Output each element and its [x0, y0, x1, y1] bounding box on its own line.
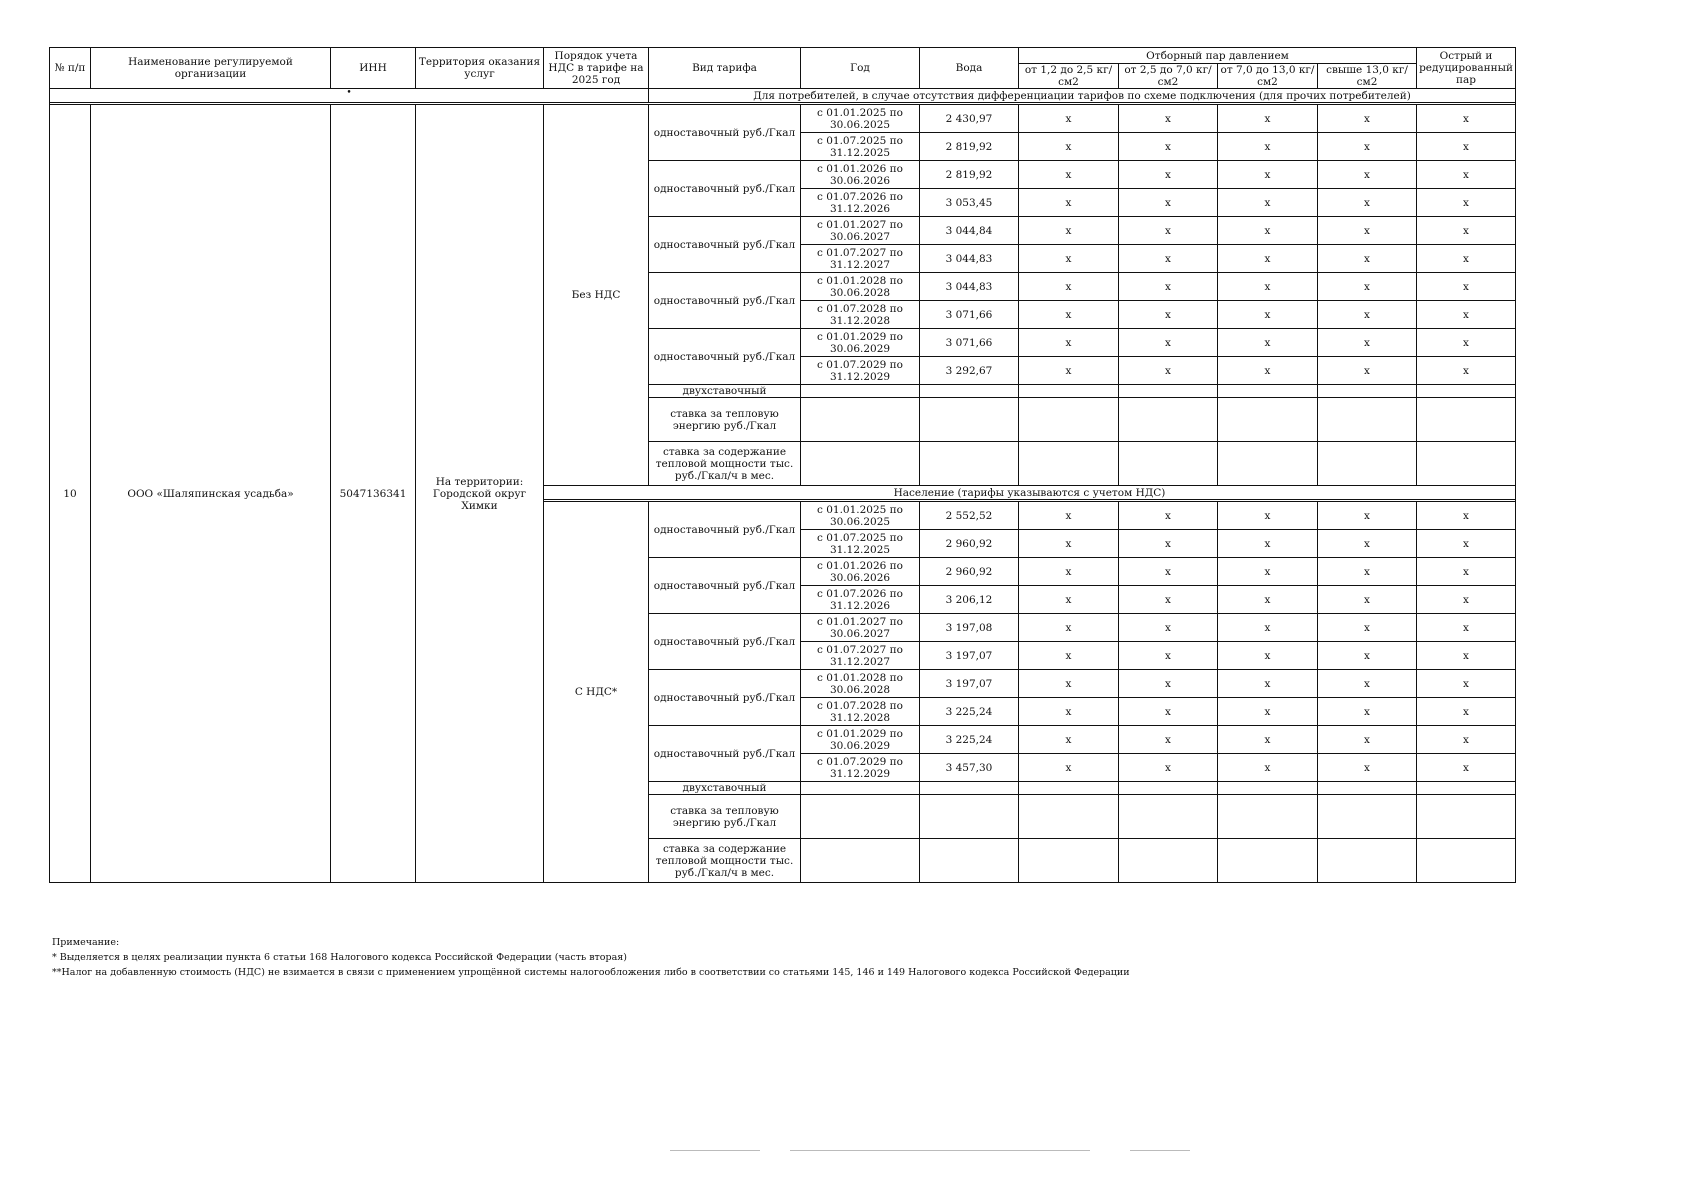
empty-cell	[1119, 795, 1218, 839]
x-mark: x	[1218, 642, 1318, 670]
x-mark: x	[1019, 754, 1119, 782]
empty-cell	[1119, 442, 1218, 486]
period-cell: с 01.07.2028 по 31.12.2028	[801, 301, 920, 329]
empty-cell	[1218, 442, 1318, 486]
rate-capacity-label: ставка за содержание тепловой мощности тыс. руб./Гкал/ч в мес.	[649, 442, 801, 486]
water-value: 3 225,24	[920, 698, 1019, 726]
empty-cell	[1019, 398, 1119, 442]
x-mark: x	[1119, 217, 1218, 245]
x-mark: x	[1218, 189, 1318, 217]
table-row	[50, 105, 1516, 133]
x-mark: x	[1119, 558, 1218, 586]
x-mark: x	[1318, 558, 1417, 586]
rate-energy-label: ставка за тепловую энергию руб./Гкал	[649, 795, 801, 839]
x-mark: x	[1417, 698, 1516, 726]
empty-cell	[920, 839, 1019, 883]
notes-block	[52, 935, 1130, 980]
empty-cell	[801, 442, 920, 486]
empty-cell	[1218, 385, 1318, 398]
water-value: 2 552,52	[920, 502, 1019, 530]
period-cell: с 01.01.2025 по 30.06.2025	[801, 105, 920, 133]
water-value: 3 197,07	[920, 670, 1019, 698]
x-mark: x	[1218, 133, 1318, 161]
x-mark: x	[1417, 105, 1516, 133]
empty-cell	[1119, 782, 1218, 795]
section-vat-title: Население (тарифы указываются с учетом НДС)	[544, 486, 1516, 500]
section-row	[50, 89, 1516, 103]
empty-cell	[1019, 442, 1119, 486]
x-mark: x	[1019, 614, 1119, 642]
x-mark: x	[1218, 105, 1318, 133]
period-cell: с 01.01.2029 по 30.06.2029	[801, 329, 920, 357]
empty-cell	[801, 839, 920, 883]
x-mark: x	[1417, 217, 1516, 245]
water-value: 3 044,84	[920, 217, 1019, 245]
x-mark: x	[1417, 586, 1516, 614]
water-value: 2 430,97	[920, 105, 1019, 133]
tariff-type-one-part: одноставочный руб./Гкал	[649, 273, 801, 329]
x-mark: x	[1119, 670, 1218, 698]
water-value: 3 197,08	[920, 614, 1019, 642]
tariff-type-one-part: одноставочный руб./Гкал	[649, 161, 801, 217]
x-mark: x	[1417, 273, 1516, 301]
x-mark: x	[1318, 161, 1417, 189]
x-mark: x	[1019, 642, 1119, 670]
x-mark: x	[1417, 301, 1516, 329]
water-value: 2 960,92	[920, 558, 1019, 586]
org-number: 10	[50, 105, 91, 883]
x-mark: x	[1119, 245, 1218, 273]
tariff-type-one-part: одноставочный руб./Гкал	[649, 670, 801, 726]
x-mark: x	[1119, 301, 1218, 329]
x-mark: x	[1318, 530, 1417, 558]
x-mark: x	[1318, 189, 1417, 217]
header-sharp-steam: Острый и редуцированный пар	[1417, 48, 1516, 89]
x-mark: x	[1019, 161, 1119, 189]
empty-cell	[1318, 398, 1417, 442]
vat-no-label: Без НДС	[544, 105, 649, 486]
period-cell: с 01.01.2029 по 30.06.2029	[801, 726, 920, 754]
x-mark: x	[1417, 189, 1516, 217]
tariff-type-one-part: одноставочный руб./Гкал	[649, 614, 801, 670]
water-value: 3 071,66	[920, 301, 1019, 329]
x-mark: x	[1119, 189, 1218, 217]
x-mark: x	[1318, 105, 1417, 133]
period-cell: с 01.01.2026 по 30.06.2026	[801, 558, 920, 586]
x-mark: x	[1218, 754, 1318, 782]
rate-capacity-label: ставка за содержание тепловой мощности тыс. руб./Гкал/ч в мес.	[649, 839, 801, 883]
empty-cell	[920, 782, 1019, 795]
period-cell: с 01.07.2025 по 31.12.2025	[801, 530, 920, 558]
empty-cell	[1218, 782, 1318, 795]
empty-cell	[920, 795, 1019, 839]
period-cell: с 01.01.2028 по 30.06.2028	[801, 670, 920, 698]
empty-cell	[920, 442, 1019, 486]
empty-cell	[1417, 442, 1516, 486]
water-value: 3 197,07	[920, 642, 1019, 670]
empty-cell	[801, 782, 920, 795]
x-mark: x	[1019, 273, 1119, 301]
x-mark: x	[1218, 217, 1318, 245]
header-inn: ИНН	[331, 48, 416, 89]
x-mark: x	[1417, 642, 1516, 670]
x-mark: x	[1318, 726, 1417, 754]
x-mark: x	[1318, 357, 1417, 385]
x-mark: x	[1019, 698, 1119, 726]
x-mark: x	[1119, 357, 1218, 385]
period-cell: с 01.07.2026 по 31.12.2026	[801, 189, 920, 217]
period-cell: с 01.07.2025 по 31.12.2025	[801, 133, 920, 161]
empty-cell	[920, 385, 1019, 398]
x-mark: x	[1318, 273, 1417, 301]
water-value: 2 819,92	[920, 133, 1019, 161]
x-mark: x	[1318, 329, 1417, 357]
x-mark: x	[1019, 357, 1119, 385]
tariff-type-two-part: двухставочный	[649, 385, 801, 398]
note-1: * Выделяется в целях реализации пункта 6 статьи 168 Налогового кодекса Российской Федерации (часть вторая)	[52, 952, 627, 963]
org-inn: 5047136341	[331, 105, 416, 883]
x-mark: x	[1218, 530, 1318, 558]
header-steam-4: свыше 13,0 кг/см2	[1318, 64, 1417, 89]
tariff-type-two-part: двухставочный	[649, 782, 801, 795]
x-mark: x	[1019, 133, 1119, 161]
empty-cell	[801, 385, 920, 398]
note-2: **Налог на добавленную стоимость (НДС) не взимается в связи с применением упрощённой системы налогообложения либо в соответствии со статьями 145, 146 и 149 Налогового кодекса Российской Федерации	[52, 967, 1130, 978]
header-tariff-type: Вид тарифа	[649, 48, 801, 89]
tariff-type-one-part: одноставочный руб./Гкал	[649, 502, 801, 558]
x-mark: x	[1019, 217, 1119, 245]
x-mark: x	[1417, 614, 1516, 642]
x-mark: x	[1119, 105, 1218, 133]
x-mark: x	[1218, 670, 1318, 698]
x-mark: x	[1019, 189, 1119, 217]
empty-cell	[1417, 398, 1516, 442]
x-mark: x	[1019, 558, 1119, 586]
x-mark: x	[1218, 614, 1318, 642]
x-mark: x	[1318, 217, 1417, 245]
x-mark: x	[1218, 245, 1318, 273]
table-body	[50, 89, 1516, 883]
header-num: № п/п	[50, 48, 91, 89]
x-mark: x	[1218, 586, 1318, 614]
empty-cell	[1119, 398, 1218, 442]
x-mark: x	[1417, 161, 1516, 189]
water-value: 3 457,30	[920, 754, 1019, 782]
empty-cell	[801, 398, 920, 442]
tariff-type-one-part: одноставочный руб./Гкал	[649, 105, 801, 161]
x-mark: x	[1119, 133, 1218, 161]
x-mark: x	[1119, 530, 1218, 558]
empty-cell	[1218, 398, 1318, 442]
empty-cell	[1019, 782, 1119, 795]
header-year: Год	[801, 48, 920, 89]
x-mark: x	[1119, 614, 1218, 642]
period-cell: с 01.07.2029 по 31.12.2029	[801, 357, 920, 385]
water-value: 2 819,92	[920, 161, 1019, 189]
header-territory: Территория оказания услуг	[416, 48, 544, 89]
x-mark: x	[1318, 698, 1417, 726]
empty-cell	[1417, 839, 1516, 883]
org-territory: На территории: Городской округ Химки	[416, 105, 544, 883]
x-mark: x	[1019, 530, 1119, 558]
tariff-type-one-part: одноставочный руб./Гкал	[649, 726, 801, 782]
empty-cell	[1318, 782, 1417, 795]
x-mark: x	[1417, 670, 1516, 698]
x-mark: x	[1019, 586, 1119, 614]
header-vat-order: Порядок учета НДС в тарифе на 2025 год	[544, 48, 649, 89]
x-mark: x	[1417, 726, 1516, 754]
scan-artifact	[790, 1150, 1090, 1151]
empty-cell	[1318, 385, 1417, 398]
x-mark: x	[1218, 698, 1318, 726]
period-cell: с 01.01.2025 по 30.06.2025	[801, 502, 920, 530]
x-mark: x	[1119, 586, 1218, 614]
x-mark: x	[1417, 754, 1516, 782]
x-mark: x	[1318, 586, 1417, 614]
x-mark: x	[1218, 502, 1318, 530]
empty-cell	[1019, 839, 1119, 883]
x-mark: x	[1417, 357, 1516, 385]
x-mark: x	[1119, 726, 1218, 754]
header-steam-3: от 7,0 до 13,0 кг/см2	[1218, 64, 1318, 89]
period-cell: с 01.07.2028 по 31.12.2028	[801, 698, 920, 726]
x-mark: x	[1019, 726, 1119, 754]
x-mark: x	[1417, 133, 1516, 161]
header-steam-1: от 1,2 до 2,5 кг/см2	[1019, 64, 1119, 89]
period-cell: с 01.01.2027 по 30.06.2027	[801, 217, 920, 245]
period-cell: с 01.01.2028 по 30.06.2028	[801, 273, 920, 301]
x-mark: x	[1119, 161, 1218, 189]
x-mark: x	[1318, 754, 1417, 782]
empty-cell	[1417, 385, 1516, 398]
tariff-type-one-part: одноставочный руб./Гкал	[649, 329, 801, 385]
x-mark: x	[1119, 642, 1218, 670]
x-mark: x	[1019, 105, 1119, 133]
x-mark: x	[1019, 502, 1119, 530]
x-mark: x	[1218, 273, 1318, 301]
empty-cell	[1019, 795, 1119, 839]
scan-artifact	[1130, 1150, 1190, 1151]
period-cell: с 01.01.2027 по 30.06.2027	[801, 614, 920, 642]
x-mark: x	[1019, 670, 1119, 698]
x-mark: x	[1318, 670, 1417, 698]
water-value: 3 292,67	[920, 357, 1019, 385]
x-mark: x	[1417, 329, 1516, 357]
tariff-type-one-part: одноставочный руб./Гкал	[649, 558, 801, 614]
x-mark: x	[1318, 502, 1417, 530]
x-mark: x	[1019, 329, 1119, 357]
empty-cell	[1417, 795, 1516, 839]
x-mark: x	[1318, 301, 1417, 329]
header-steam-group: Отборный пар давлением	[1019, 48, 1417, 64]
x-mark: x	[1119, 273, 1218, 301]
tariff-type-one-part: одноставочный руб./Гкал	[649, 217, 801, 273]
empty-cell	[1218, 839, 1318, 883]
water-value: 3 206,12	[920, 586, 1019, 614]
x-mark: x	[1218, 357, 1318, 385]
header-water: Вода	[920, 48, 1019, 89]
period-cell: с 01.07.2026 по 31.12.2026	[801, 586, 920, 614]
notes-title: Примечание:	[52, 937, 120, 948]
water-value: 3 225,24	[920, 726, 1019, 754]
empty-cell	[1318, 795, 1417, 839]
water-value: 2 960,92	[920, 530, 1019, 558]
x-mark: x	[1218, 301, 1318, 329]
water-value: 3 044,83	[920, 245, 1019, 273]
period-cell: с 01.01.2026 по 30.06.2026	[801, 161, 920, 189]
x-mark: x	[1318, 245, 1417, 273]
x-mark: x	[1318, 642, 1417, 670]
empty-cell	[920, 398, 1019, 442]
x-mark: x	[1318, 133, 1417, 161]
period-cell: с 01.07.2029 по 31.12.2029	[801, 754, 920, 782]
period-cell: с 01.07.2027 по 31.12.2027	[801, 642, 920, 670]
x-mark: x	[1218, 726, 1318, 754]
x-mark: x	[1417, 502, 1516, 530]
water-value: 3 071,66	[920, 329, 1019, 357]
section-no-vat-title: Для потребителей, в случае отсутствия дифференциации тарифов по схеме подключения (для прочих потребителей)	[649, 89, 1516, 103]
org-name: ООО «Шаляпинская усадьба»	[91, 105, 331, 883]
empty-cell	[1318, 839, 1417, 883]
x-mark: x	[1119, 502, 1218, 530]
x-mark: x	[1019, 245, 1119, 273]
x-mark: x	[1218, 329, 1318, 357]
scan-artifact	[670, 1150, 760, 1151]
period-cell: с 01.07.2027 по 31.12.2027	[801, 245, 920, 273]
water-value: 3 044,83	[920, 273, 1019, 301]
empty-cell	[1318, 442, 1417, 486]
subhead-left-cell: •	[50, 89, 649, 103]
x-mark: x	[1119, 698, 1218, 726]
empty-cell	[1119, 385, 1218, 398]
rate-energy-label: ставка за тепловую энергию руб./Гкал	[649, 398, 801, 442]
x-mark: x	[1417, 530, 1516, 558]
x-mark: x	[1218, 558, 1318, 586]
x-mark: x	[1119, 329, 1218, 357]
water-value: 3 053,45	[920, 189, 1019, 217]
empty-cell	[1019, 385, 1119, 398]
empty-cell	[1119, 839, 1218, 883]
tariff-table	[49, 47, 1516, 883]
x-mark: x	[1417, 558, 1516, 586]
x-mark: x	[1218, 161, 1318, 189]
empty-cell	[1218, 795, 1318, 839]
header-org-name: Наименование регулируемой организации	[91, 48, 331, 89]
x-mark: x	[1119, 754, 1218, 782]
x-mark: x	[1318, 614, 1417, 642]
x-mark: x	[1417, 245, 1516, 273]
header-steam-2: от 2,5 до 7,0 кг/см2	[1119, 64, 1218, 89]
vat-with-label: С НДС*	[544, 502, 649, 883]
empty-cell	[1417, 782, 1516, 795]
x-mark: x	[1019, 301, 1119, 329]
empty-cell	[801, 795, 920, 839]
